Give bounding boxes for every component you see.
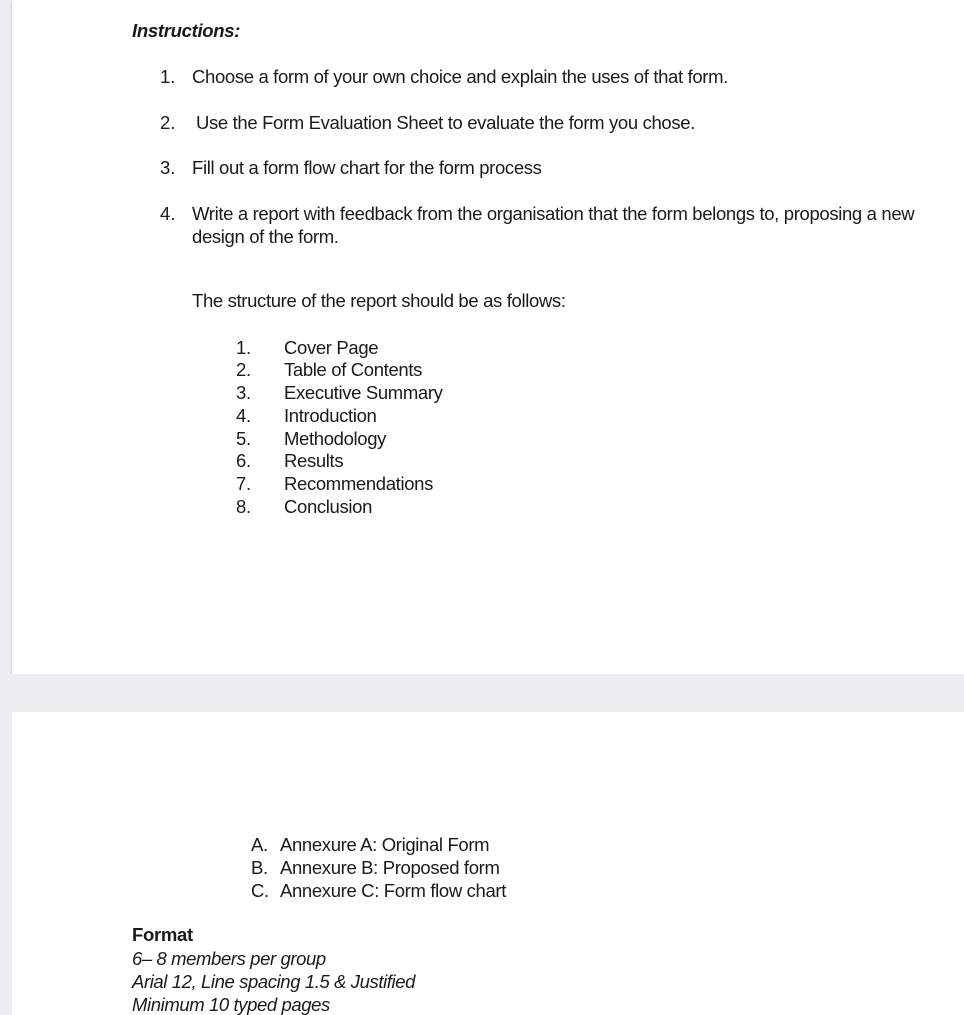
page-2 (12, 712, 964, 1015)
instructions-heading: Instructions: (132, 20, 241, 41)
section-number: 4. (236, 405, 251, 426)
section-number: 1. (236, 337, 251, 358)
section-number: 7. (236, 473, 251, 494)
annexure-label: Annexure A: Original Form (280, 834, 490, 855)
annexure-label: Annexure C: Form flow chart (280, 880, 506, 901)
section-number: 6. (236, 450, 251, 471)
step-number: 1. (160, 66, 176, 87)
format-heading: Format (132, 924, 193, 945)
format-line: Minimum 10 typed pages (132, 994, 330, 1015)
step-text: Fill out a form flow chart for the form process (192, 157, 542, 178)
step-number: 3. (160, 157, 176, 178)
step-text-continuation: design of the form. (192, 226, 339, 247)
annexure-letter: A. (251, 834, 268, 855)
format-line: 6– 8 members per group (132, 948, 326, 969)
annexure-letter: C. (251, 880, 269, 901)
step-number: 2. (160, 112, 176, 133)
step-number: 4. (160, 203, 176, 224)
section-number: 5. (236, 428, 251, 449)
page-separator (0, 674, 964, 712)
section-number: 3. (236, 382, 251, 403)
step-text: Write a report with feedback from the organisation that the form belongs to, proposing a new (192, 203, 915, 224)
section-label: Table of Contents (284, 359, 423, 380)
section-label: Recommendations (284, 473, 433, 494)
section-label: Results (284, 450, 344, 471)
section-label: Methodology (284, 428, 387, 449)
section-number: 2. (236, 359, 251, 380)
step-text: Use the Form Evaluation Sheet to evaluate the form you chose. (196, 112, 695, 133)
page-1 (12, 0, 964, 674)
section-label: Executive Summary (284, 382, 443, 403)
section-number: 8. (236, 496, 251, 517)
annexure-label: Annexure B: Proposed form (280, 857, 500, 878)
section-label: Cover Page (284, 337, 379, 358)
structure-intro: The structure of the report should be as follows: (192, 290, 566, 311)
section-label: Conclusion (284, 496, 373, 517)
section-label: Introduction (284, 405, 377, 426)
annexure-letter: B. (251, 857, 268, 878)
step-text: Choose a form of your own choice and explain the uses of that form. (192, 66, 728, 87)
format-line: Arial 12, Line spacing 1.5 & Justified (132, 971, 416, 992)
